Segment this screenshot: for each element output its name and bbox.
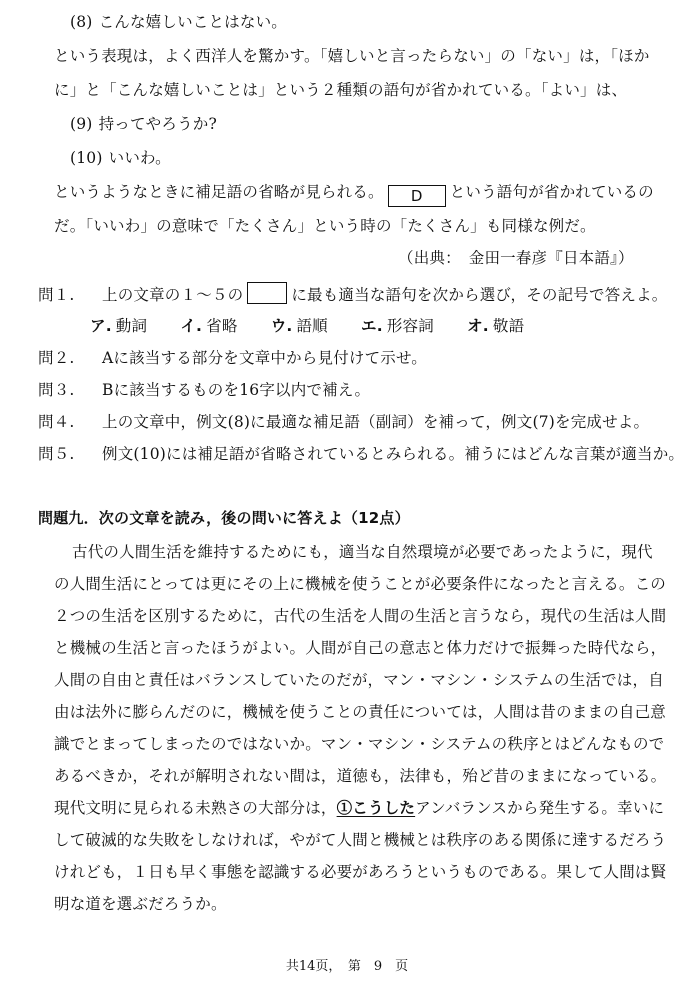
paragraph-line: に」と「こんな嬉しいことは」という２種類の語句が省かれている。「よい」は、 [54, 81, 628, 99]
passage-line: の人間生活にとっては更にその上に機械を使うことが必要条件になったと言える。この [54, 575, 666, 593]
option-text: 語順 [296, 317, 328, 335]
paragraph-line: という表現は，よく西洋人を驚かす。「嬉しいと言ったらない」の「ない」は，「ほか [54, 47, 650, 65]
passage-line [54, 798, 664, 818]
question-5 [38, 444, 684, 464]
example-number: (9) [70, 115, 93, 133]
paragraph-line: だ。「いいわ」の意味で「たくさん」という時の「たくさん」も同様な例だ。 [54, 217, 596, 235]
example-number: (10) [70, 149, 103, 167]
passage-line: 古代の人間生活を維持するためにも，適当な自然環境が必要であったように，現代 [72, 543, 653, 561]
option [271, 316, 328, 336]
text-segment: アンバランスから発生する。幸いに [415, 799, 665, 817]
option [467, 316, 524, 336]
page-footer: 共14页， 第 9 页 [285, 959, 409, 974]
example-10 [70, 148, 171, 168]
question-text: Aに該当する部分を文章中から見付けて示せ。 [102, 349, 427, 367]
question-1 [38, 282, 668, 305]
paragraph-line [54, 182, 654, 207]
option-key: ア. [90, 317, 112, 335]
example-9 [70, 114, 217, 134]
option-key: ウ. [270, 317, 293, 335]
example-text: こんな嬉しいことはない。 [98, 13, 287, 31]
question-label: 問１. [38, 286, 75, 304]
option [361, 316, 434, 336]
option [180, 316, 237, 336]
option-text: 形容詞 [386, 317, 434, 335]
option-key: エ. [361, 317, 383, 335]
passage-line: ２つの生活を区別するために，古代の生活を人間の生活と言うなら，現代の生活は人間 [54, 607, 667, 625]
passage-line: 明な道を選ぶだろうか。 [54, 895, 227, 913]
text-segment: というようなときに補足語の省略が見られる。 [54, 183, 384, 201]
source-citation: （出典： 金田一春彦『日本語』） [398, 249, 634, 267]
text-segment: 現代文明に見られる未熟さの大部分は， [54, 799, 337, 817]
example-text: いいわ。 [108, 149, 171, 167]
option-key: オ. [467, 317, 489, 335]
answer-options [90, 316, 552, 336]
section-heading: 問題九．次の文章を読み，後の問いに答えよ（12点） [38, 509, 410, 527]
question-2 [38, 348, 427, 368]
underlined-phrase: ①こうした [336, 798, 416, 817]
question-text: 例文(10)には補足語が省略されているとみられる。補うにはどんな言葉が適当か。 [102, 445, 685, 463]
question-text: Bに該当するものを16字以内で補え。 [102, 381, 371, 399]
passage-line: して破滅的な失敗をしなければ，やがて人間と機械とは秩序のある関係に達するだろう [54, 831, 667, 849]
question-text: 上の文章の１～５の [102, 286, 244, 304]
question-3 [38, 380, 370, 400]
option [90, 316, 147, 336]
text-segment: という語句が省かれているの [449, 183, 654, 201]
question-text: に最も適当な語句を次から選び，その記号で答えよ。 [291, 286, 668, 304]
blank-box-d: D [388, 185, 446, 207]
question-4 [38, 412, 649, 432]
passage-line: けれども，１日も早く事態を認識する必要があろうというものである。果して人間は賢 [54, 863, 667, 881]
question-label: 問２. [38, 349, 75, 367]
question-label: 問５. [38, 445, 75, 463]
passage-line: 人間の自由と責任はバランスしていたのだが，マン・マシン・システムの生活では，自 [54, 671, 664, 689]
passage-line: 識でとまってしまったのではないか。マン・マシン・システムの秩序とはどんなもので [54, 735, 665, 753]
question-text: 上の文章中，例文(8)に最適な補足語（副詞）を補って，例文(7)を完成せよ。 [102, 413, 650, 431]
passage-line: あるべきか，それが解明されない間は，道徳も，法律も，殆ど昔のままになっている。 [54, 767, 667, 785]
question-label: 問３. [38, 381, 75, 399]
option-text: 省略 [206, 317, 238, 335]
example-8 [70, 12, 287, 32]
passage-line: 由は法外に膨らんだのに，機械を使うことの責任については，人間は昔のままの自己意 [54, 703, 666, 721]
option-key: イ. [180, 317, 203, 335]
passage-line: と機械の生活と言ったほうがよい。人間が自己の意志と体力だけで振舞った時代なら， [54, 639, 667, 657]
blank-box [247, 282, 287, 304]
option-text: 動詞 [115, 317, 148, 335]
example-text: 持ってやろうか? [98, 115, 217, 133]
example-number: (8) [70, 13, 93, 31]
question-label: 問４. [38, 413, 75, 431]
option-text: 敬語 [492, 317, 525, 335]
